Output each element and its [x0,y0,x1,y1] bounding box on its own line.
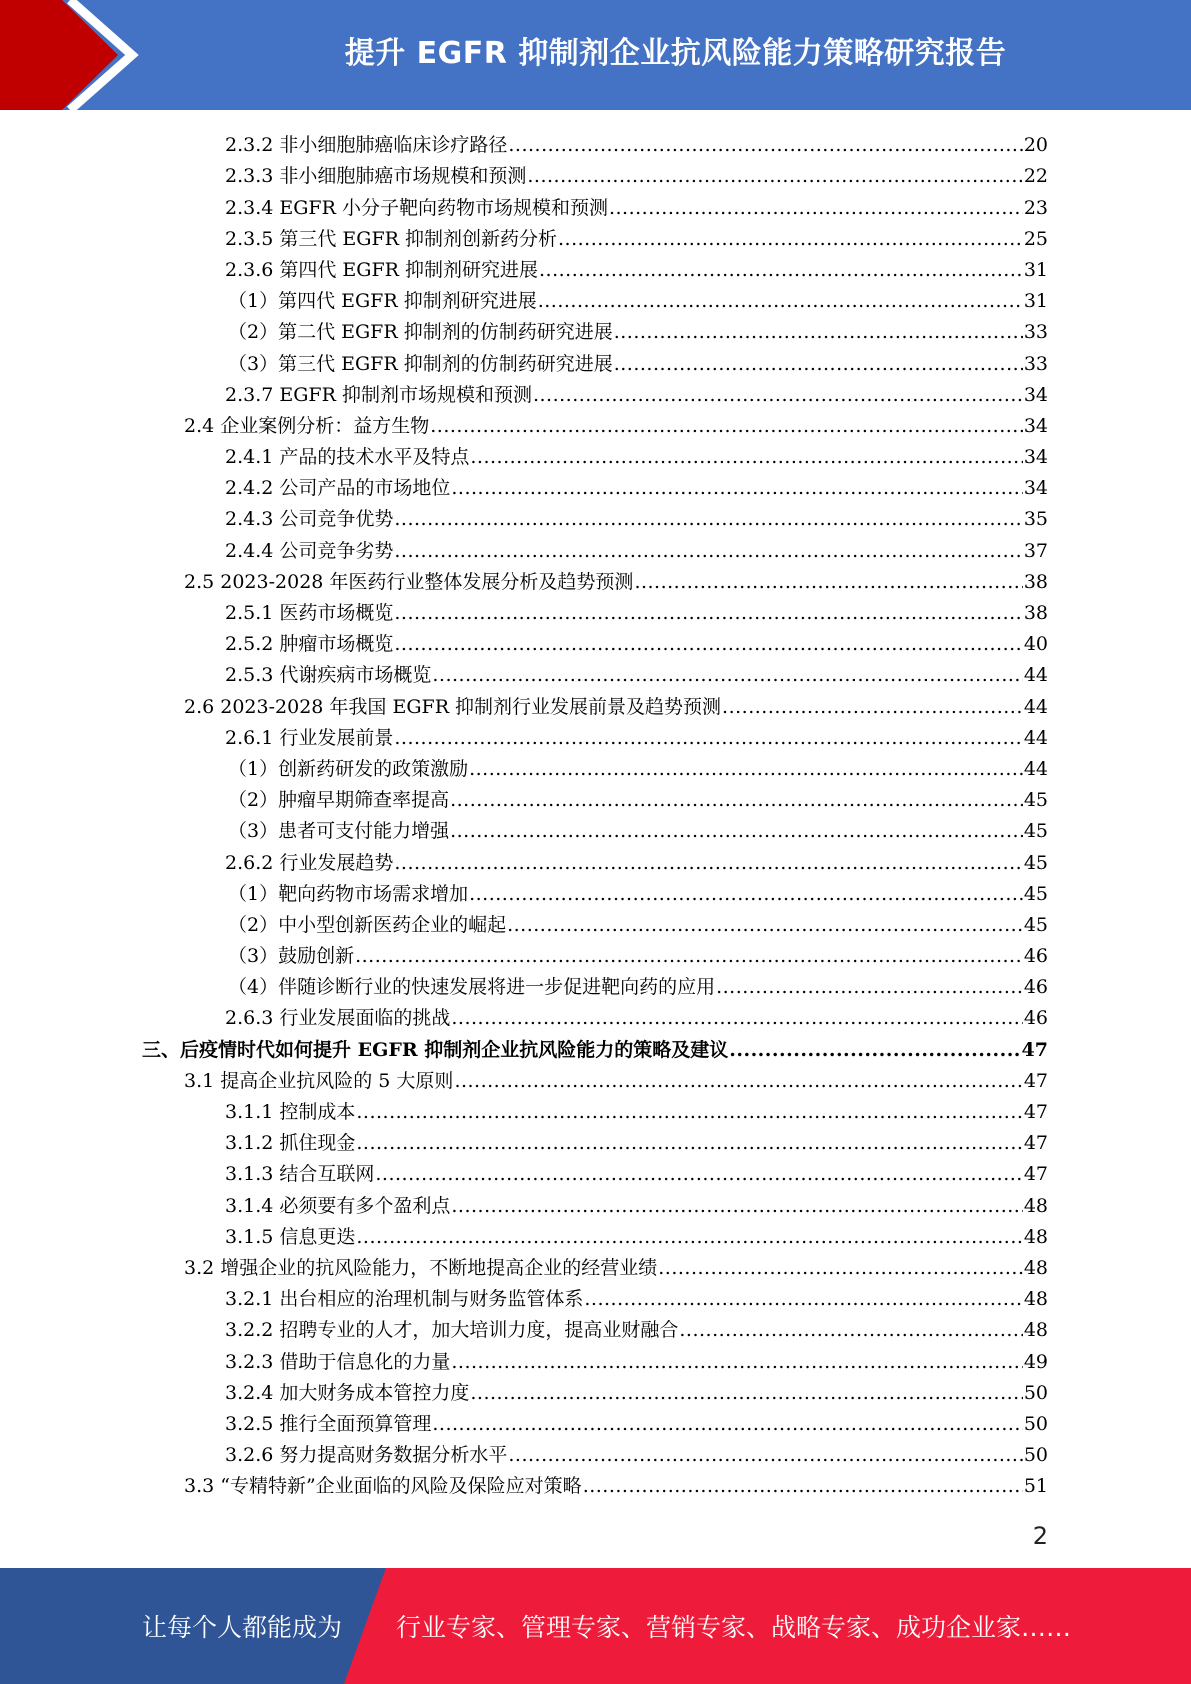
toc-entry-page: 50 [1023,1412,1048,1435]
toc-entry[interactable] [0,438,1191,469]
toc-entry-page: 45 [1023,789,1048,812]
toc-dot-leader [533,383,1023,407]
toc-dot-leader [451,476,1022,500]
toc-dot-leader [729,1038,1020,1062]
toc-dot-leader [470,1381,1022,1405]
toc-entry-title: （3）患者可支付能力增强 [228,820,450,843]
toc-entry[interactable] [0,875,1191,906]
toc-entry[interactable] [0,906,1191,937]
toc-entry-page: 50 [1023,1381,1048,1404]
toc-entry-title: 2.5.3 代谢疾病市场概览 [225,664,432,687]
toc-entry-title: 3.2.5 推行全面预算管理 [225,1412,432,1435]
toc-entry-title: 2.4.4 公司竞争劣势 [225,539,394,562]
toc-entry[interactable] [0,313,1191,344]
toc-dot-leader [583,1474,1023,1498]
toc-entry-title: （3）第三代 EGFR 抑制剂的仿制药研究进展 [228,352,613,375]
toc-entry-title: 3.2.2 招聘专业的人才，加大培训力度，提高业财融合 [225,1319,679,1342]
toc-entry[interactable] [0,282,1191,313]
toc-entry-title: （1）靶向药物市场需求增加 [228,882,469,905]
toc-entry[interactable] [0,1405,1191,1436]
table-of-contents [0,126,1191,1498]
toc-dot-leader [508,1443,1022,1467]
toc-entry-page: 46 [1023,1007,1048,1030]
toc-entry-title: 2.4 企业案例分析：益方生物 [184,414,430,437]
toc-dot-leader [375,1162,1022,1186]
toc-entry-title: 3.1 提高企业抗风险的 5 大原则 [184,1069,454,1092]
toc-entry-page: 23 [1023,196,1048,219]
toc-dot-leader [609,196,1023,220]
toc-entry-title: 2.3.5 第三代 EGFR 抑制剂创新药分析 [225,227,557,250]
toc-entry-page: 46 [1023,976,1048,999]
toc-entry[interactable] [0,1467,1191,1498]
toc-entry-title: 三、后疫情时代如何提升 EGFR 抑制剂企业抗风险能力的策略及建议 [142,1038,729,1061]
toc-entry-page: 44 [1023,695,1048,718]
toc-dot-leader [394,539,1022,563]
toc-entry-title: （3）鼓励创新 [228,945,355,968]
page-number: 2 [1032,1522,1048,1550]
toc-entry[interactable] [0,1218,1191,1249]
toc-dot-leader [558,227,1023,251]
toc-entry[interactable] [0,968,1191,999]
toc-entry-title: 2.3.2 非小细胞肺癌临床诊疗路径 [225,134,508,157]
toc-dot-leader [356,1100,1022,1124]
toc-entry-title: 3.1.2 抓住现金 [225,1132,356,1155]
toc-dot-leader [634,570,1022,594]
toc-entry[interactable] [0,1124,1191,1155]
toc-dot-leader [614,352,1023,376]
toc-entry-title: 3.3 “专精特新”企业面临的风险及保险应对策略 [184,1475,582,1498]
toc-entry[interactable] [0,937,1191,968]
toc-entry-title: （4）伴随诊断行业的快速发展将进一步促进靶向药的应用 [228,976,716,999]
toc-dot-leader [394,851,1022,875]
toc-entry[interactable] [0,376,1191,407]
toc-entry[interactable] [0,625,1191,656]
toc-entry-page: 45 [1023,913,1048,936]
toc-entry-title: 2.3.6 第四代 EGFR 抑制剂研究进展 [225,258,538,281]
toc-entry[interactable] [0,781,1191,812]
toc-dot-leader [507,913,1023,937]
toc-entry-title: （1）第四代 EGFR 抑制剂研究进展 [228,290,537,313]
toc-entry-page: 44 [1023,726,1048,749]
toc-entry[interactable] [0,1093,1191,1124]
toc-entry-page: 33 [1023,321,1048,344]
toc-entry-title: （2）中小型创新医药企业的崛起 [228,913,507,936]
toc-dot-leader [451,1006,1022,1030]
toc-entry-page: 48 [1023,1288,1048,1311]
toc-entry-page: 34 [1023,414,1048,437]
toc-entry-page: 38 [1023,602,1048,624]
toc-entry-page: 34 [1023,383,1048,406]
toc-entry[interactable] [0,719,1191,750]
toc-dot-leader [394,632,1022,656]
toc-dot-leader [394,507,1022,531]
toc-entry-title: 2.4.1 产品的技术水平及特点 [225,446,470,469]
toc-dot-leader [539,258,1023,282]
toc-entry-page: 45 [1023,851,1048,874]
toc-entry[interactable] [0,220,1191,251]
toc-entry-title: 3.1.5 信息更迭 [225,1225,356,1248]
header-banner [0,0,1191,110]
toc-dot-leader [508,133,1022,157]
toc-entry[interactable] [0,812,1191,843]
toc-entry-title: 2.5.2 肿瘤市场概览 [225,633,394,656]
toc-entry-title: 2.6 2023-2028 年我国 EGFR 抑制剂行业发展前景及趋势预测 [184,695,722,718]
footer-slogan-right: 行业专家、管理专家、营销专家、战略专家、成功企业家…… [396,1613,1072,1642]
toc-entry-title: 2.6.1 行业发展前景 [225,726,394,749]
toc-entry[interactable] [0,1374,1191,1405]
toc-entry-page: 46 [1023,945,1048,968]
toc-entry-title: 3.2.3 借助于信息化的力量 [225,1350,451,1373]
toc-entry-title: 3.1.4 必须要有多个盈利点 [225,1194,451,1217]
toc-entry-title: 2.3.4 EGFR 小分子靶向药物市场规模和预测 [225,196,608,219]
toc-entry-page: 48 [1023,1225,1048,1248]
toc-entry-page: 20 [1023,134,1048,157]
toc-entry[interactable] [0,157,1191,188]
toc-entry-title: 3.2.1 出台相应的治理机制与财务监管体系 [225,1288,584,1311]
toc-entry[interactable] [0,188,1191,219]
toc-entry[interactable] [0,750,1191,781]
toc-entry-page: 49 [1023,1350,1048,1373]
toc-entry-title: 2.3.3 非小细胞肺癌市场规模和预测 [225,165,527,188]
toc-entry-title: 2.5.1 医药市场概览 [225,602,394,624]
toc-entry[interactable] [0,594,1191,625]
toc-entry-page: 47 [1023,1163,1048,1186]
toc-entry-title: （1）创新药研发的政策激励 [228,757,469,780]
toc-entry[interactable] [0,1342,1191,1373]
toc-entry[interactable] [0,687,1191,718]
toc-entry[interactable] [0,126,1191,157]
toc-entry[interactable] [0,843,1191,874]
toc-entry-title: （2）第二代 EGFR 抑制剂的仿制药研究进展 [228,321,613,344]
toc-dot-leader [394,601,1022,625]
toc-entry[interactable] [0,1436,1191,1467]
footer-slogan-left: 让每个人都能成为 [142,1613,343,1642]
toc-entry[interactable] [0,1280,1191,1311]
toc-entry-page: 37 [1023,539,1048,562]
toc-dot-leader [454,1069,1022,1093]
toc-entry-page: 48 [1023,1319,1048,1342]
toc-entry[interactable] [0,251,1191,282]
toc-entry[interactable] [0,1249,1191,1280]
header-chevron-icon [0,0,150,110]
toc-entry[interactable] [0,344,1191,375]
toc-dot-leader [658,1256,1023,1280]
toc-entry[interactable] [0,469,1191,500]
toc-entry-title: （2）肿瘤早期筛查率提高 [228,789,450,812]
toc-entry-page: 44 [1023,664,1048,687]
toc-entry-page: 47 [1021,1038,1048,1061]
toc-dot-leader [356,1131,1022,1155]
toc-entry-title: 3.2 增强企业的抗风险能力，不断地提高企业的经营业绩 [184,1256,658,1279]
toc-entry-page: 40 [1023,633,1048,656]
toc-entry-page: 34 [1023,477,1048,500]
toc-entry-title: 2.5 2023-2028 年医药行业整体发展分析及趋势预测 [184,570,634,593]
toc-entry-page: 34 [1023,446,1048,469]
toc-dot-leader [450,819,1023,843]
toc-entry-title: 3.1.1 控制成本 [225,1101,356,1123]
toc-entry-title: 2.3.7 EGFR 抑制剂市场规模和预测 [225,383,532,406]
toc-dot-leader [470,445,1022,469]
toc-entry[interactable] [0,563,1191,594]
toc-entry-page: 47 [1023,1101,1048,1123]
toc-entry[interactable] [0,1186,1191,1217]
toc-dot-leader [584,1287,1022,1311]
toc-dot-leader [614,320,1023,344]
toc-dot-leader [722,695,1023,719]
toc-entry-title: 2.6.3 行业发展面临的挑战 [225,1007,451,1030]
toc-entry-page: 44 [1023,757,1048,780]
toc-dot-leader [432,1412,1022,1436]
toc-dot-leader [469,882,1023,906]
toc-dot-leader [538,289,1023,313]
toc-entry[interactable] [0,407,1191,438]
toc-dot-leader [451,1194,1022,1218]
toc-entry-page: 47 [1023,1132,1048,1155]
toc-dot-leader [716,975,1023,999]
toc-entry[interactable] [0,1155,1191,1186]
toc-entry[interactable] [0,1311,1191,1342]
toc-dot-leader [430,414,1023,438]
toc-entry-title: 3.2.6 努力提高财务数据分析水平 [225,1444,508,1467]
toc-entry-page: 45 [1023,820,1048,843]
toc-dot-leader [527,164,1022,188]
toc-entry[interactable] [0,656,1191,687]
footer-banner [0,1568,1191,1684]
toc-entry-page: 35 [1023,508,1048,531]
toc-entry[interactable] [0,999,1191,1030]
toc-entry-title: 3.1.3 结合互联网 [225,1163,375,1186]
toc-entry-page: 22 [1023,165,1048,188]
toc-entry-title: 3.2.4 加大财务成本管控力度 [225,1381,470,1404]
toc-dot-leader [394,726,1022,750]
toc-dot-leader [432,663,1022,687]
toc-entry-page: 48 [1023,1194,1048,1217]
toc-entry-title: 2.4.3 公司竞争优势 [225,508,394,531]
toc-dot-leader [451,1350,1022,1374]
toc-entry[interactable] [0,531,1191,562]
toc-entry-page: 47 [1023,1069,1048,1092]
toc-entry-page: 25 [1023,227,1048,250]
toc-entry[interactable] [0,1030,1191,1061]
toc-entry-page: 31 [1023,290,1048,313]
toc-dot-leader [450,788,1023,812]
toc-entry-page: 48 [1023,1256,1048,1279]
toc-entry[interactable] [0,500,1191,531]
toc-entry-page: 45 [1023,882,1048,905]
toc-dot-leader [679,1318,1022,1342]
toc-entry-page: 33 [1023,352,1048,375]
toc-entry-page: 50 [1023,1444,1048,1467]
toc-entry[interactable] [0,1062,1191,1093]
toc-entry-title: 2.4.2 公司产品的市场地位 [225,477,451,500]
toc-entry-title: 2.6.2 行业发展趋势 [225,851,394,874]
toc-dot-leader [356,1225,1022,1249]
toc-entry-page: 31 [1023,258,1048,281]
toc-entry-page: 38 [1023,570,1048,593]
document-title: 提升 EGFR 抑制剂企业抗风险能力策略研究报告 [344,36,1007,71]
toc-entry-page: 51 [1023,1475,1048,1498]
toc-dot-leader [355,944,1023,968]
toc-dot-leader [469,757,1023,781]
